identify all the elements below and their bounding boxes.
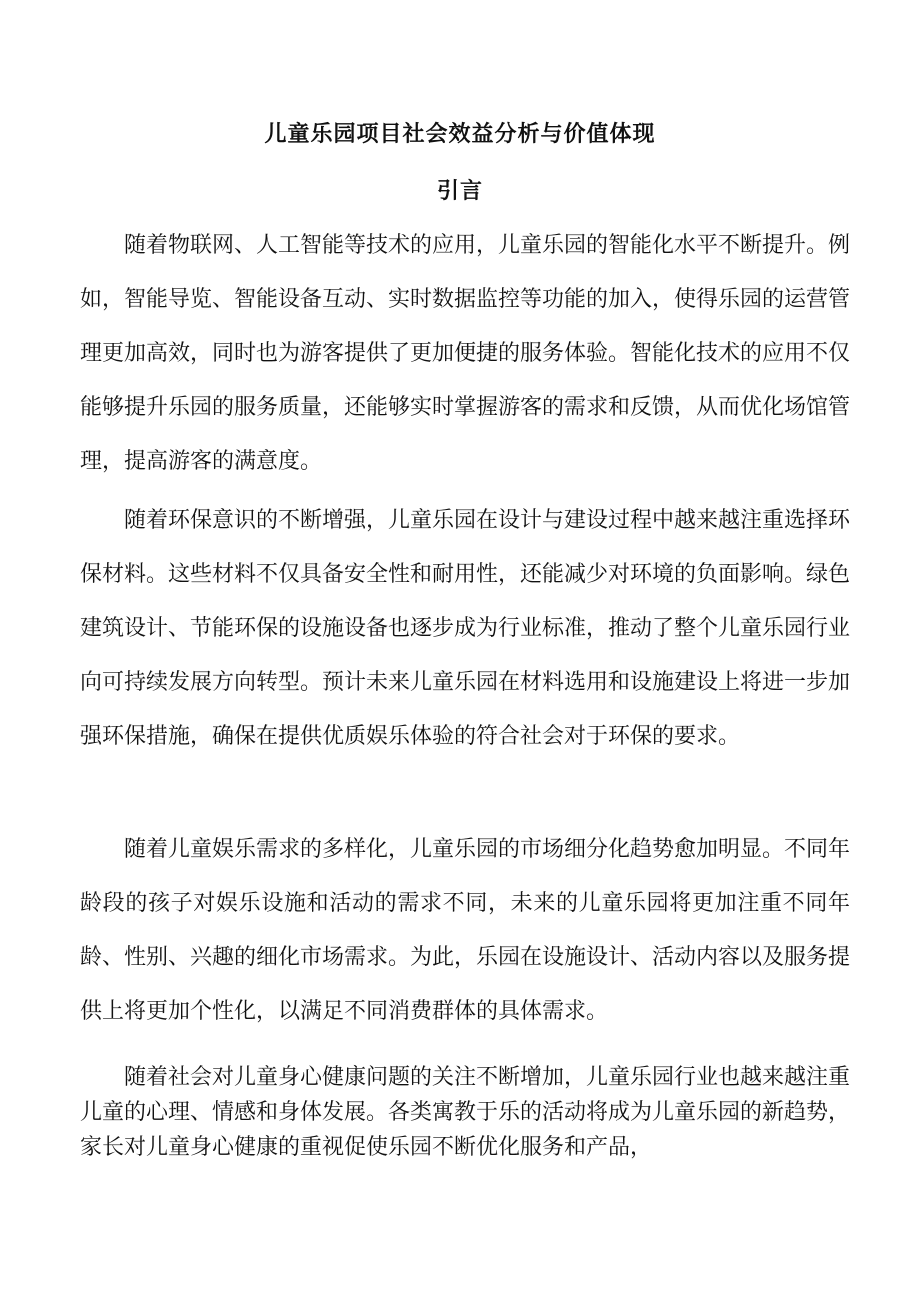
paragraph-2: 随着环保意识的不断增强，儿童乐园在设计与建设过程中越来越注重选择环保材料。这些材料不仅具备安全性和耐用性，还能减少对环境的负面影响。绿色建筑设计、节能环保的设施设备也逐步成为行业标准，推动了整个儿童乐园行业向可持续发展方向转型。预计未来儿童乐园在材料选用和设施建设上将进一步加强环保措施，确保在提供优质娱乐体验的符合社会对于环保的要求。 — [80, 508, 851, 749]
document-title: 儿童乐园项目社会效益分析与价值体现 — [264, 121, 656, 147]
section-heading: 引言 — [436, 178, 483, 204]
paragraph-3: 随着儿童娱乐需求的多样化，儿童乐园的市场细分化趋势愈加明显。不同年龄段的孩子对娱乐设施和活动的需求不同，未来的儿童乐园将更加注重不同年龄、性别、兴趣的细化市场需求。为此，乐园在设施设计、活动内容以及服务提供上将更加个性化，以满足不同消费群体的具体需求。 — [80, 837, 851, 1024]
paragraph-4: 随着社会对儿童身心健康问题的关注不断增加，儿童乐园行业也越来越注重儿童的心理、情感和身体发展。各类寓教于乐的活动将成为儿童乐园的新趋势，家长对儿童身心健康的重视促使乐园不断优化服务和产品， — [80, 1065, 851, 1160]
paragraph-1: 随着物联网、人工智能等技术的应用，儿童乐园的智能化水平不断提升。例如，智能导览、智能设备互动、实时数据监控等功能的加入，使得乐园的运营管理更加高效，同时也为游客提供了更加便捷的服务体验。智能化技术的应用不仅能够提升乐园的服务质量，还能够实时掌握游客的需求和反馈，从而优化场馆管理，提高游客的满意度。 — [80, 233, 851, 474]
